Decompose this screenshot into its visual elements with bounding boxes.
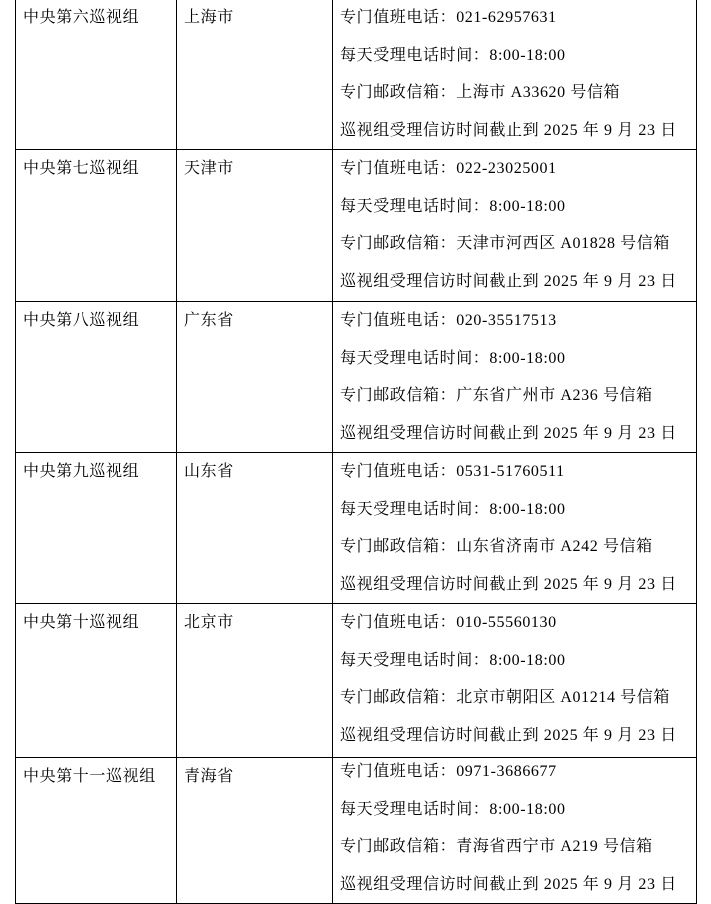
phone-line: 专门值班电话：010-55560130 (340, 614, 557, 631)
hours-line: 每天受理电话时间：8:00-18:00 (340, 46, 566, 64)
details-lines (340, 758, 692, 904)
group-cell (16, 758, 177, 904)
region-name: 广东省 (184, 312, 234, 329)
deadline-line: 巡视组受理信访时间截止到 2025 年 9 月 23 日 (340, 424, 677, 442)
phone-line: 专门值班电话：020-35517513 (340, 312, 557, 329)
hours-line: 每天受理电话时间：8:00-18:00 (340, 651, 566, 669)
group-cell (16, 453, 177, 604)
region-name: 上海市 (184, 9, 234, 26)
details-cell (333, 453, 697, 604)
mailbox-line: 专门邮政信箱：上海市 A33620 号信箱 (340, 84, 621, 101)
details-cell (333, 302, 697, 453)
region-cell (177, 453, 333, 604)
phone-line: 专门值班电话：022-23025001 (340, 160, 557, 177)
table-row (16, 0, 697, 150)
table-row (16, 150, 697, 302)
table-row (16, 604, 697, 758)
region-name: 青海省 (184, 768, 234, 785)
region-cell (177, 150, 333, 302)
group-name: 中央第十巡视组 (23, 614, 140, 631)
region-name: 山东省 (184, 463, 234, 480)
deadline-line: 巡视组受理信访时间截止到 2025 年 9 月 23 日 (340, 575, 677, 593)
mailbox-line: 专门邮政信箱：北京市朝阳区 A01214 号信箱 (340, 689, 670, 706)
group-cell (16, 150, 177, 302)
deadline-line: 巡视组受理信访时间截止到 2025 年 9 月 23 日 (340, 875, 677, 893)
details-lines (340, 0, 692, 149)
region-cell (177, 302, 333, 453)
region-name: 北京市 (184, 614, 234, 631)
table-row (16, 758, 697, 904)
mailbox-line: 专门邮政信箱：山东省济南市 A242 号信箱 (340, 538, 653, 555)
deadline-line: 巡视组受理信访时间截止到 2025 年 9 月 23 日 (340, 726, 677, 744)
group-cell (16, 302, 177, 453)
region-cell (177, 758, 333, 904)
hours-line: 每天受理电话时间：8:00-18:00 (340, 500, 566, 518)
group-name: 中央第六巡视组 (23, 9, 140, 26)
region-name: 天津市 (184, 160, 234, 177)
group-name: 中央第八巡视组 (23, 312, 140, 329)
details-cell (333, 758, 697, 904)
deadline-line: 巡视组受理信访时间截止到 2025 年 9 月 23 日 (340, 121, 677, 139)
table-row (16, 302, 697, 453)
details-lines (340, 453, 692, 603)
phone-line: 专门值班电话：0971-3686677 (340, 763, 557, 780)
hours-line: 每天受理电话时间：8:00-18:00 (340, 349, 566, 367)
details-lines (340, 604, 692, 754)
group-cell (16, 604, 177, 758)
group-name: 中央第九巡视组 (23, 463, 140, 480)
hours-line: 每天受理电话时间：8:00-18:00 (340, 197, 566, 215)
details-cell (333, 0, 697, 150)
hours-line: 每天受理电话时间：8:00-18:00 (340, 800, 566, 818)
details-lines (340, 150, 692, 300)
details-cell (333, 604, 697, 758)
group-name: 中央第十一巡视组 (23, 768, 156, 785)
table-row (16, 453, 697, 604)
group-name: 中央第七巡视组 (23, 160, 140, 177)
mailbox-line: 专门邮政信箱：天津市河西区 A01828 号信箱 (340, 235, 670, 252)
details-lines (340, 302, 692, 452)
details-cell (333, 150, 697, 302)
deadline-line: 巡视组受理信访时间截止到 2025 年 9 月 23 日 (340, 272, 677, 290)
group-cell (16, 0, 177, 150)
mailbox-line: 专门邮政信箱：广东省广州市 A236 号信箱 (340, 387, 653, 404)
region-cell (177, 604, 333, 758)
phone-line: 专门值班电话：0531-51760511 (340, 463, 565, 480)
inspection-teams-table (15, 0, 697, 904)
region-cell (177, 0, 333, 150)
mailbox-line: 专门邮政信箱：青海省西宁市 A219 号信箱 (340, 838, 653, 855)
phone-line: 专门值班电话：021-62957631 (340, 9, 557, 26)
